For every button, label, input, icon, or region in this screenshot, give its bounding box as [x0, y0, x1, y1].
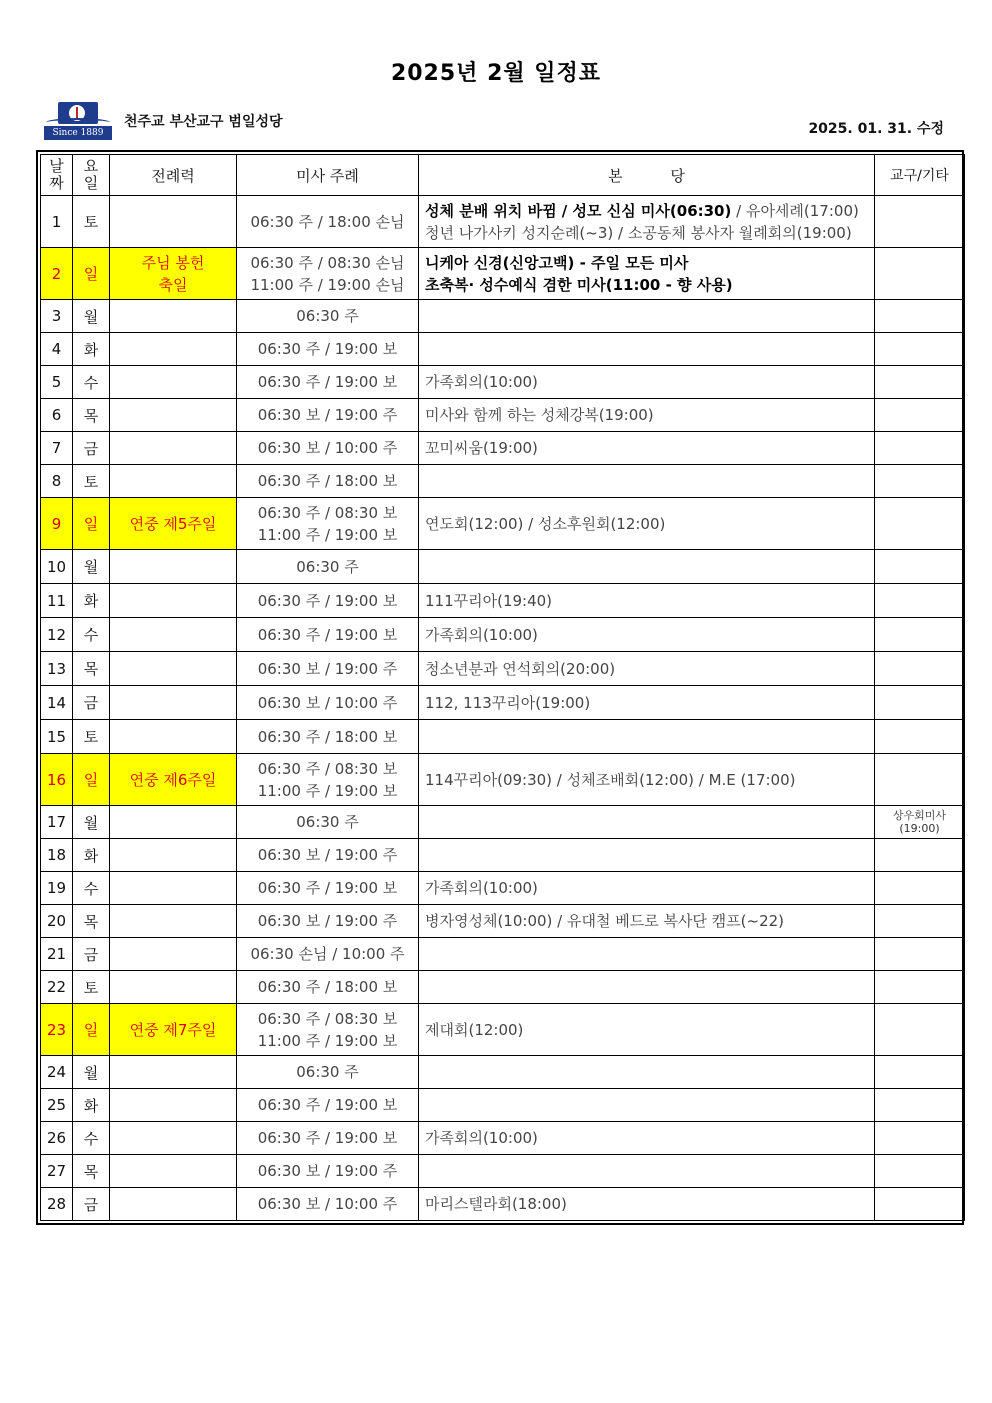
parish-name: 천주교 부산교구 범일성당	[124, 114, 283, 130]
liturgy-cell	[110, 366, 237, 399]
table-row	[41, 1056, 965, 1089]
liturgy-cell	[110, 938, 237, 971]
mass-cell: 06:30 주 / 19:00 보	[237, 872, 419, 905]
mass-cell: 06:30 주	[237, 1056, 419, 1089]
weekday-cell: 목	[73, 1155, 110, 1188]
header-date: 날 짜	[41, 155, 73, 196]
weekday-cell: 일	[73, 754, 110, 806]
weekday-cell: 수	[73, 366, 110, 399]
mass-cell: 06:30 주 / 19:00 보	[237, 584, 419, 618]
table-row	[41, 399, 965, 432]
parish-events-cell	[419, 1056, 875, 1089]
diocese-other-cell	[875, 196, 965, 248]
date-cell: 21	[41, 938, 73, 971]
diocese-other-cell	[875, 584, 965, 618]
table-row	[41, 1089, 965, 1122]
mass-cell: 06:30 주 / 08:30 손님 11:00 주 / 19:00 손님	[237, 248, 419, 300]
table-row	[41, 1004, 965, 1056]
parish-events-cell: 마리스텔라회(18:00)	[419, 1188, 875, 1221]
mass-cell: 06:30 주 / 18:00 손님	[237, 196, 419, 248]
table-header-row	[41, 155, 965, 196]
table-row	[41, 366, 965, 399]
table-row	[41, 720, 965, 754]
parish-events-cell: 꼬미씨움(19:00)	[419, 432, 875, 465]
table-row	[41, 333, 965, 366]
header-parish: 본 당	[419, 155, 875, 196]
diocese-other-cell	[875, 550, 965, 584]
date-cell: 3	[41, 300, 73, 333]
mass-cell: 06:30 주 / 19:00 보	[237, 618, 419, 652]
table-row	[41, 839, 965, 872]
parish-events-cell: 가족회의(10:00)	[419, 1122, 875, 1155]
weekday-cell: 금	[73, 938, 110, 971]
table-row	[41, 938, 965, 971]
parish-events-cell	[419, 720, 875, 754]
mass-cell: 06:30 보 / 10:00 주	[237, 686, 419, 720]
mass-cell: 06:30 주 / 19:00 보	[237, 366, 419, 399]
diocese-other-cell	[875, 1122, 965, 1155]
date-cell: 22	[41, 971, 73, 1004]
liturgy-cell	[110, 432, 237, 465]
liturgy-cell	[110, 971, 237, 1004]
header-day: 요 일	[73, 155, 110, 196]
weekday-cell: 토	[73, 465, 110, 498]
diocese-other-cell	[875, 1004, 965, 1056]
mass-cell: 06:30 주 / 18:00 보	[237, 720, 419, 754]
liturgy-cell	[110, 720, 237, 754]
diocese-other-cell	[875, 1155, 965, 1188]
weekday-cell: 일	[73, 498, 110, 550]
date-cell: 11	[41, 584, 73, 618]
mass-cell: 06:30 주	[237, 806, 419, 839]
table-row	[41, 754, 965, 806]
diocese-other-cell	[875, 1089, 965, 1122]
liturgy-cell: 주님 봉헌 축일	[110, 248, 237, 300]
parish-events-cell: 114꾸리아(09:30) / 성체조배회(12:00) / M.E (17:00)	[419, 754, 875, 806]
weekday-cell: 목	[73, 399, 110, 432]
table-row	[41, 652, 965, 686]
diocese-other-cell	[875, 872, 965, 905]
date-cell: 18	[41, 839, 73, 872]
parish-events-cell	[419, 550, 875, 584]
weekday-cell: 금	[73, 686, 110, 720]
weekday-cell: 수	[73, 872, 110, 905]
liturgy-cell	[110, 1188, 237, 1221]
parish-events-cell	[419, 938, 875, 971]
liturgy-cell	[110, 806, 237, 839]
table-row	[41, 1155, 965, 1188]
liturgy-cell	[110, 839, 237, 872]
weekday-cell: 화	[73, 333, 110, 366]
mass-cell: 06:30 주	[237, 300, 419, 333]
diocese-other-cell	[875, 686, 965, 720]
mass-cell: 06:30 주 / 19:00 보	[237, 1122, 419, 1155]
liturgy-cell: 연중 제7주일	[110, 1004, 237, 1056]
liturgy-cell	[110, 1056, 237, 1089]
table-row	[41, 872, 965, 905]
parish-events-cell: 연도회(12:00) / 성소후원회(12:00)	[419, 498, 875, 550]
date-cell: 19	[41, 872, 73, 905]
liturgy-cell	[110, 465, 237, 498]
date-cell: 7	[41, 432, 73, 465]
date-cell: 5	[41, 366, 73, 399]
table-row	[41, 1122, 965, 1155]
date-cell: 16	[41, 754, 73, 806]
date-cell: 12	[41, 618, 73, 652]
weekday-cell: 월	[73, 1056, 110, 1089]
weekday-cell: 화	[73, 1089, 110, 1122]
table-row	[41, 618, 965, 652]
diocese-other-cell	[875, 366, 965, 399]
date-cell: 27	[41, 1155, 73, 1188]
weekday-cell: 화	[73, 839, 110, 872]
table-row	[41, 686, 965, 720]
liturgy-cell: 연중 제6주일	[110, 754, 237, 806]
liturgy-cell: 연중 제5주일	[110, 498, 237, 550]
liturgy-cell	[110, 1122, 237, 1155]
table-row	[41, 905, 965, 938]
weekday-cell: 금	[73, 432, 110, 465]
mass-cell: 06:30 주 / 08:30 보 11:00 주 / 19:00 보	[237, 754, 419, 806]
mass-cell: 06:30 주 / 19:00 보	[237, 1089, 419, 1122]
table-row	[41, 806, 965, 839]
date-cell: 9	[41, 498, 73, 550]
weekday-cell: 토	[73, 720, 110, 754]
weekday-cell: 토	[73, 196, 110, 248]
diocese-other-cell	[875, 839, 965, 872]
diocese-other-cell: 상우회미사 (19:00)	[875, 806, 965, 839]
parish-events-cell	[419, 465, 875, 498]
liturgy-cell	[110, 618, 237, 652]
date-cell: 4	[41, 333, 73, 366]
date-cell: 14	[41, 686, 73, 720]
parish-events-cell: 가족회의(10:00)	[419, 872, 875, 905]
diocese-other-cell	[875, 333, 965, 366]
mass-cell: 06:30 주 / 08:30 보 11:00 주 / 19:00 보	[237, 498, 419, 550]
mass-cell: 06:30 보 / 10:00 주	[237, 1188, 419, 1221]
diocese-other-cell	[875, 754, 965, 806]
weekday-cell: 일	[73, 248, 110, 300]
mass-cell: 06:30 주 / 18:00 보	[237, 465, 419, 498]
table-row	[41, 550, 965, 584]
diocese-other-cell	[875, 465, 965, 498]
diocese-other-cell	[875, 971, 965, 1004]
parish-events-cell: 성체 분배 위치 바뀜 / 성모 신심 미사(06:30) / 유아세례(17:00) 청년 나가사키 성지순례(~3) / 소공동체 봉사자 월례회의(19:00)	[419, 196, 875, 248]
parish-events-cell	[419, 839, 875, 872]
parish-events-cell: 병자영성체(10:00) / 유대철 베드로 복사단 캠프(~22)	[419, 905, 875, 938]
liturgy-cell	[110, 300, 237, 333]
header-other: 교구/기타	[875, 155, 965, 196]
date-cell: 1	[41, 196, 73, 248]
liturgy-cell	[110, 652, 237, 686]
date-cell: 25	[41, 1089, 73, 1122]
parish-events-cell: 제대회(12:00)	[419, 1004, 875, 1056]
diocese-other-cell	[875, 498, 965, 550]
revision-date: 2025. 01. 31. 수정	[808, 121, 944, 137]
parish-events-cell: 112, 113꾸리아(19:00)	[419, 686, 875, 720]
liturgy-cell	[110, 196, 237, 248]
liturgy-cell	[110, 1155, 237, 1188]
weekday-cell: 월	[73, 550, 110, 584]
weekday-cell: 월	[73, 806, 110, 839]
date-cell: 20	[41, 905, 73, 938]
logo-since-text: Since 1889	[44, 126, 112, 140]
parish-events-cell	[419, 1089, 875, 1122]
liturgy-cell	[110, 550, 237, 584]
mass-cell: 06:30 주	[237, 550, 419, 584]
date-cell: 24	[41, 1056, 73, 1089]
liturgy-cell	[110, 584, 237, 618]
diocese-other-cell	[875, 652, 965, 686]
weekday-cell: 토	[73, 971, 110, 1004]
mass-cell: 06:30 보 / 19:00 주	[237, 399, 419, 432]
parish-events-cell: 가족회의(10:00)	[419, 618, 875, 652]
table-row	[41, 300, 965, 333]
parish-events-cell: 111꾸리아(19:40)	[419, 584, 875, 618]
date-cell: 10	[41, 550, 73, 584]
weekday-cell: 수	[73, 1122, 110, 1155]
parish-events-cell	[419, 1155, 875, 1188]
mass-cell: 06:30 보 / 19:00 주	[237, 1155, 419, 1188]
date-cell: 28	[41, 1188, 73, 1221]
liturgy-cell	[110, 905, 237, 938]
mass-cell: 06:30 보 / 19:00 주	[237, 905, 419, 938]
parish-header	[44, 102, 283, 140]
parish-logo	[44, 102, 112, 140]
mass-cell: 06:30 주 / 18:00 보	[237, 971, 419, 1004]
parish-events-cell: 가족회의(10:00)	[419, 366, 875, 399]
date-cell: 13	[41, 652, 73, 686]
table-row	[41, 196, 965, 248]
liturgy-cell	[110, 686, 237, 720]
mass-cell: 06:30 보 / 19:00 주	[237, 839, 419, 872]
diocese-other-cell	[875, 618, 965, 652]
date-cell: 6	[41, 399, 73, 432]
mass-cell: 06:30 보 / 19:00 주	[237, 652, 419, 686]
table-row	[41, 498, 965, 550]
parish-events-cell	[419, 333, 875, 366]
table-row	[41, 584, 965, 618]
header-mass: 미사 주례	[237, 155, 419, 196]
weekday-cell: 수	[73, 618, 110, 652]
weekday-cell: 일	[73, 1004, 110, 1056]
table-row	[41, 248, 965, 300]
diocese-other-cell	[875, 399, 965, 432]
weekday-cell: 목	[73, 652, 110, 686]
date-cell: 17	[41, 806, 73, 839]
liturgy-cell	[110, 399, 237, 432]
date-cell: 8	[41, 465, 73, 498]
weekday-cell: 목	[73, 905, 110, 938]
diocese-other-cell	[875, 248, 965, 300]
schedule-table-frame	[36, 150, 964, 1225]
page-title: 2025년 2월 일정표	[390, 61, 602, 86]
date-cell: 26	[41, 1122, 73, 1155]
mass-cell: 06:30 손님 / 10:00 주	[237, 938, 419, 971]
table-row	[41, 432, 965, 465]
date-cell: 15	[41, 720, 73, 754]
weekday-cell: 화	[73, 584, 110, 618]
schedule-table	[40, 154, 965, 1221]
diocese-other-cell	[875, 720, 965, 754]
parish-events-cell: 미사와 함께 하는 성체강복(19:00)	[419, 399, 875, 432]
date-cell: 23	[41, 1004, 73, 1056]
parish-events-cell: 니케아 신경(신앙고백) - 주일 모든 미사 초축복· 성수예식 겸한 미사(11:00 - 향 사용)	[419, 248, 875, 300]
table-row	[41, 465, 965, 498]
diocese-other-cell	[875, 1188, 965, 1221]
liturgy-cell	[110, 872, 237, 905]
weekday-cell: 금	[73, 1188, 110, 1221]
table-row	[41, 971, 965, 1004]
parish-events-cell	[419, 300, 875, 333]
diocese-other-cell	[875, 300, 965, 333]
parish-events-cell	[419, 971, 875, 1004]
weekday-cell: 월	[73, 300, 110, 333]
header-liturgy: 전례력	[110, 155, 237, 196]
liturgy-cell	[110, 1089, 237, 1122]
mass-cell: 06:30 주 / 08:30 보 11:00 주 / 19:00 보	[237, 1004, 419, 1056]
parish-events-cell: 청소년분과 연석회의(20:00)	[419, 652, 875, 686]
table-row	[41, 1188, 965, 1221]
diocese-other-cell	[875, 905, 965, 938]
liturgy-cell	[110, 333, 237, 366]
diocese-other-cell	[875, 432, 965, 465]
diocese-other-cell	[875, 938, 965, 971]
date-cell: 2	[41, 248, 73, 300]
mass-cell: 06:30 주 / 19:00 보	[237, 333, 419, 366]
diocese-other-cell	[875, 1056, 965, 1089]
mass-cell: 06:30 보 / 10:00 주	[237, 432, 419, 465]
parish-events-cell	[419, 806, 875, 839]
